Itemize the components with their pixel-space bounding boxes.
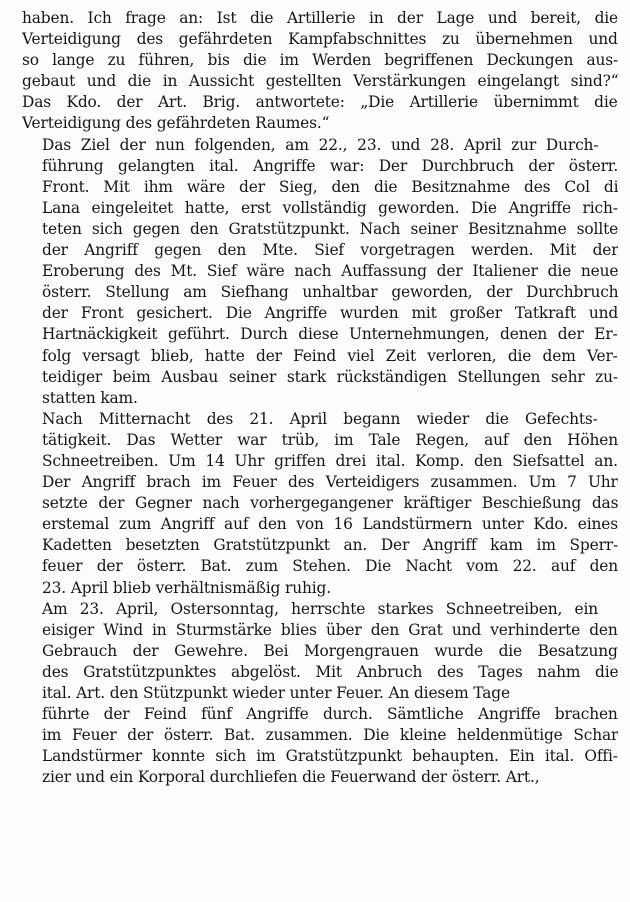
text-line: Das Ziel der nun folgenden, am 22., 23. und 28. April zur Durch- xyxy=(42,135,599,154)
text-line: führung gelangten ital. Angriffe war: Der Durchbruch der österr. xyxy=(42,156,618,175)
text-line: feuer der österr. Bat. zum Stehen. Die Nacht vom 22. auf den xyxy=(42,557,618,576)
text-line: gebaut und die in Aussicht gestellten Verstärkungen eingelangt sind?“ xyxy=(22,72,618,91)
text-line: Schneetreiben. Um 14 Uhr griffen drei ital. Komp. den Siefsattel an. xyxy=(42,451,618,470)
text-line: Der Angriff brach im Feuer des Verteidigers zusammen. Um 7 Uhr xyxy=(42,473,618,492)
text-line: Verteidigung des gefährdeten Kampfabschnittes zu übernehmen und xyxy=(22,30,618,49)
text-line: teidiger beim Ausbau seiner stark rückständigen Stellungen sehr zu- xyxy=(42,367,618,386)
paragraph xyxy=(22,599,618,789)
text-line: teten sich gegen den Gratstützpunkt. Nach seiner Besitznahme sollte xyxy=(42,219,618,238)
text-line: Kadetten besetzten Gratstützpunkt an. Der Angriff kam im Sperr- xyxy=(42,536,618,555)
text-line: Gebrauch der Gewehre. Bei Morgengrauen wurde die Besatzung xyxy=(42,641,618,660)
text-line: haben. Ich frage an: Ist die Artillerie in der Lage und bereit, die xyxy=(22,9,618,27)
text-line: der Front gesichert. Die Angriffe wurden mit großer Tatkraft und xyxy=(42,304,618,323)
text-line: im Feuer der österr. Bat. zusammen. Die kleine heldenmütige Schar xyxy=(42,726,618,745)
text-line: statten kam. xyxy=(42,388,138,407)
text-line: folg versagt blieb, hatte der Feind viel Zeit verloren, die dem Ver- xyxy=(42,346,618,365)
text-line: Das Kdo. der Art. Brig. antwortete: „Die Artillerie übernimmt die xyxy=(22,93,618,112)
text-line: erstemal zum Angriff auf den von 16 Landstürmern unter Kdo. eines xyxy=(42,515,618,534)
text-line: ital. Art. den Stützpunkt wieder unter Feuer. An diesem Tage xyxy=(42,684,510,702)
paragraph xyxy=(22,135,618,409)
text-line: tätigkeit. Das Wetter war trüb, im Tale Regen, auf den Höhen xyxy=(42,430,618,449)
text-line: Landstürmer konnte sich im Gratstützpunkt behaupten. Ein ital. Offi- xyxy=(42,747,618,766)
text-line: österr. Stellung am Siefhang unhaltbar geworden, der Durchbruch xyxy=(42,283,618,302)
text-line: so lange zu führen, bis die im Werden begriffenen Deckungen aus- xyxy=(22,51,618,70)
text-line: des Gratstützpunktes abgelöst. Mit Anbruch des Tages nahm die xyxy=(42,662,618,681)
text-line: zier und ein Korporal durchliefen die Feuerwand der österr. Art., xyxy=(42,768,540,787)
text-line: 23. April blieb verhältnismäßig ruhig. xyxy=(42,578,331,597)
paragraph xyxy=(22,409,618,599)
text-line: Front. Mit ihm wäre der Sieg, den die Besitznahme des Col di xyxy=(42,177,618,196)
text-line: Hartnäckigkeit geführt. Durch diese Unternehmungen, denen der Er- xyxy=(42,325,618,344)
text-line: der Angriff gegen den Mte. Sief vorgetragen werden. Mit der xyxy=(42,241,618,260)
text-line: setzte der Gegner nach vorhergegangener kräftiger Beschießung das xyxy=(42,494,618,513)
text-line: führte der Feind fünf Angriffe durch. Sämtliche Angriffe brachen xyxy=(42,705,618,724)
text-line: Verteidigung des gefährdeten Raumes.“ xyxy=(22,114,330,133)
text-line: eisiger Wind in Sturmstärke blies über den Grat und verhinderte den xyxy=(42,620,618,639)
text-line: Lana eingeleitet hatte, erst vollständig geworden. Die Angriffe rich- xyxy=(42,198,618,217)
text-line: Nach Mitternacht des 21. April begann wieder die Gefechts- xyxy=(42,409,598,428)
paragraph xyxy=(22,8,618,135)
text-line: Eroberung des Mt. Sief wäre nach Auffassung der Italiener die neue xyxy=(42,262,618,281)
text-line: Am 23. April, Ostersonntag, herrschte starkes Schneetreiben, ein xyxy=(42,599,599,618)
